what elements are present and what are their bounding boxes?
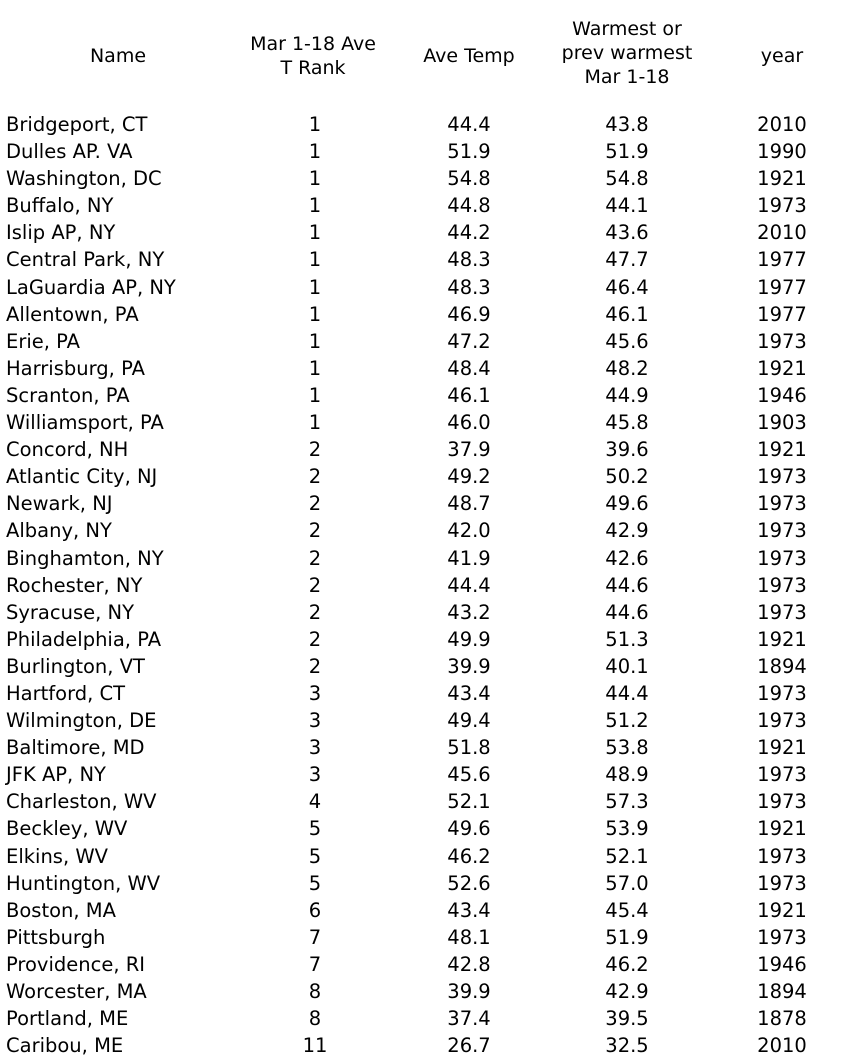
- year-cell: 1973: [757, 763, 807, 787]
- table-row: [0, 680, 863, 707]
- station-name: Beckley, WV: [6, 817, 128, 841]
- station-name: Burlington, VT: [6, 654, 145, 678]
- station-name: Binghamton, NY: [6, 546, 164, 570]
- warmest-cell: 39.6: [605, 438, 649, 462]
- warmest-cell: 54.8: [605, 167, 649, 191]
- station-name: Washington, DC: [6, 167, 162, 191]
- header-warmest: Warmest or prev warmest Mar 1-18: [561, 18, 693, 88]
- ave-temp-cell: 41.9: [447, 546, 491, 570]
- ave-temp-cell: 48.7: [447, 492, 491, 516]
- table-row: [0, 355, 863, 382]
- warmest-cell: 39.5: [605, 1007, 649, 1031]
- station-name: Portland, ME: [6, 1007, 129, 1031]
- table-row: [0, 734, 863, 761]
- table-body: [0, 111, 863, 1059]
- rank-cell: 2: [308, 492, 322, 516]
- warmest-cell: 51.9: [605, 140, 649, 164]
- year-cell: 1977: [757, 302, 807, 326]
- ave-temp-cell: 39.9: [447, 980, 491, 1003]
- warmest-cell: 57.3: [605, 790, 649, 814]
- warmest-cell: 40.1: [605, 654, 649, 678]
- year-cell: 2010: [757, 113, 807, 136]
- ave-temp-cell: 48.3: [447, 275, 491, 299]
- rank-cell: 2: [308, 654, 322, 678]
- station-name: Caribou, ME: [6, 1034, 124, 1058]
- year-cell: 1973: [757, 194, 807, 218]
- year-cell: 1977: [757, 248, 807, 272]
- station-name: Bridgeport, CT: [6, 113, 148, 136]
- station-name: Charleston, WV: [6, 790, 157, 814]
- table-row: [0, 219, 863, 246]
- ave-temp-cell: 49.9: [447, 627, 491, 651]
- warmest-cell: 52.1: [605, 844, 649, 868]
- table-row: [0, 490, 863, 517]
- ave-temp-cell: 54.8: [447, 167, 491, 191]
- ave-temp-cell: 45.6: [447, 763, 491, 787]
- rank-cell: 2: [308, 573, 322, 597]
- rank-cell: 3: [308, 709, 322, 733]
- rank-cell: 1: [308, 302, 322, 326]
- station-name: Philadelphia, PA: [6, 627, 162, 651]
- station-name: Baltimore, MD: [6, 736, 145, 760]
- year-cell: 2010: [757, 221, 807, 245]
- table-row: [0, 409, 863, 436]
- year-cell: 1921: [757, 817, 807, 841]
- rank-cell: 8: [308, 1007, 322, 1031]
- rank-cell: 1: [308, 221, 322, 245]
- rank-cell: 7: [308, 925, 322, 949]
- table-row: [0, 924, 863, 951]
- rank-cell: 3: [308, 736, 322, 760]
- warmest-cell: 48.9: [605, 763, 649, 787]
- year-cell: 2010: [757, 1034, 807, 1058]
- rank-cell: 2: [308, 600, 322, 624]
- ave-temp-cell: 43.2: [447, 600, 491, 624]
- ave-temp-cell: 46.0: [447, 411, 491, 435]
- table-row: [0, 978, 863, 1005]
- table-row: [0, 897, 863, 924]
- year-cell: 1946: [757, 383, 807, 407]
- ave-temp-cell: 47.2: [447, 329, 491, 353]
- station-name: Williamsport, PA: [6, 411, 164, 435]
- warmest-cell: 49.6: [605, 492, 649, 516]
- station-name: Buffalo, NY: [6, 194, 114, 218]
- rank-cell: 7: [308, 952, 322, 976]
- ave-temp-cell: 49.4: [447, 709, 491, 733]
- table-row: [0, 463, 863, 490]
- warmest-cell: 45.6: [605, 329, 649, 353]
- year-cell: 1973: [757, 546, 807, 570]
- warmest-cell: 44.6: [605, 573, 649, 597]
- ave-temp-cell: 37.4: [447, 1007, 491, 1031]
- year-cell: 1894: [757, 654, 807, 678]
- ave-temp-cell: 43.4: [447, 681, 491, 705]
- rank-cell: 5: [308, 871, 322, 895]
- ave-temp-cell: 43.4: [447, 898, 491, 922]
- year-cell: 1921: [757, 167, 807, 191]
- rank-cell: 3: [308, 681, 322, 705]
- rank-cell: 1: [308, 411, 322, 435]
- station-name: Worcester, MA: [6, 980, 147, 1003]
- table-row: [0, 707, 863, 734]
- table-row: [0, 165, 863, 192]
- ave-temp-cell: 52.1: [447, 790, 491, 814]
- station-name: JFK AP, NY: [6, 763, 106, 787]
- station-name: Elkins, WV: [6, 844, 108, 868]
- station-name: Harrisburg, PA: [6, 356, 145, 380]
- rank-cell: 4: [308, 790, 322, 814]
- table-row: [0, 517, 863, 544]
- rank-cell: 8: [308, 980, 322, 1003]
- year-cell: 1921: [757, 438, 807, 462]
- ave-temp-cell: 37.9: [447, 438, 491, 462]
- rank-cell: 2: [308, 438, 322, 462]
- station-name: Central Park, NY: [6, 248, 165, 272]
- station-name: LaGuardia AP, NY: [6, 275, 176, 299]
- rank-cell: 2: [308, 546, 322, 570]
- warmest-cell: 44.1: [605, 194, 649, 218]
- ave-temp-cell: 42.0: [447, 519, 491, 543]
- table-row: [0, 301, 863, 328]
- station-name: Syracuse, NY: [6, 600, 135, 624]
- warmest-cell: 42.6: [605, 546, 649, 570]
- table-row: [0, 626, 863, 653]
- ave-temp-cell: 44.8: [447, 194, 491, 218]
- year-cell: 1973: [757, 925, 807, 949]
- table-row: [0, 572, 863, 599]
- year-cell: 1894: [757, 980, 807, 1003]
- warmest-cell: 53.8: [605, 736, 649, 760]
- rank-cell: 11: [302, 1034, 328, 1058]
- rank-cell: 5: [308, 844, 322, 868]
- ave-temp-cell: 49.2: [447, 465, 491, 489]
- warmest-cell: 42.9: [605, 980, 649, 1003]
- table-row: [0, 843, 863, 870]
- table-row: [0, 192, 863, 219]
- warmest-cell: 46.4: [605, 275, 649, 299]
- ave-temp-cell: 49.6: [447, 817, 491, 841]
- station-name: Huntington, WV: [6, 871, 161, 895]
- year-cell: 1878: [757, 1007, 807, 1031]
- table-row: [0, 788, 863, 815]
- warmest-cell: 45.4: [605, 898, 649, 922]
- header-ave-temp: Ave Temp: [423, 45, 515, 67]
- rank-cell: 1: [308, 167, 322, 191]
- table-row: [0, 274, 863, 301]
- table-row: [0, 382, 863, 409]
- warmest-cell: 51.2: [605, 709, 649, 733]
- rank-cell: 6: [308, 898, 322, 922]
- warmest-cell: 42.9: [605, 519, 649, 543]
- rank-cell: 1: [308, 140, 322, 164]
- warmest-cell: 46.2: [605, 952, 649, 976]
- year-cell: 1973: [757, 573, 807, 597]
- station-name: Newark, NJ: [6, 492, 113, 516]
- table-row: [0, 1032, 863, 1059]
- warmest-cell: 45.8: [605, 411, 649, 435]
- table-row: [0, 815, 863, 842]
- table-row: [0, 545, 863, 572]
- table-row: [0, 138, 863, 165]
- warmest-cell: 57.0: [605, 871, 649, 895]
- year-cell: 1973: [757, 871, 807, 895]
- station-name: Islip AP, NY: [6, 221, 116, 245]
- ave-temp-cell: 26.7: [447, 1034, 491, 1058]
- year-cell: 1921: [757, 627, 807, 651]
- station-name: Hartford, CT: [6, 681, 126, 705]
- rank-cell: 1: [308, 275, 322, 299]
- station-name: Dulles AP. VA: [6, 140, 133, 164]
- ave-temp-cell: 46.1: [447, 383, 491, 407]
- ave-temp-cell: 51.8: [447, 736, 491, 760]
- table-row: [0, 111, 863, 138]
- rank-cell: 2: [308, 465, 322, 489]
- year-cell: 1973: [757, 600, 807, 624]
- warmest-cell: 44.4: [605, 681, 649, 705]
- table-row: [0, 1005, 863, 1032]
- ave-temp-cell: 52.6: [447, 871, 491, 895]
- station-name: Erie, PA: [6, 329, 81, 353]
- station-name: Wilmington, DE: [6, 709, 157, 733]
- year-cell: 1973: [757, 790, 807, 814]
- warmest-cell: 53.9: [605, 817, 649, 841]
- rank-cell: 5: [308, 817, 322, 841]
- ave-temp-cell: 46.2: [447, 844, 491, 868]
- station-name: Allentown, PA: [6, 302, 139, 326]
- year-cell: 1903: [757, 411, 807, 435]
- rank-cell: 1: [308, 329, 322, 353]
- station-name: Providence, RI: [6, 952, 146, 976]
- warmest-cell: 50.2: [605, 465, 649, 489]
- table-row: [0, 246, 863, 273]
- warmest-cell: 44.6: [605, 600, 649, 624]
- rank-cell: 1: [308, 113, 322, 136]
- ave-temp-cell: 51.9: [447, 140, 491, 164]
- warmest-cell: 46.1: [605, 302, 649, 326]
- table-row: [0, 436, 863, 463]
- rank-cell: 1: [308, 248, 322, 272]
- header-name: Name: [89, 45, 147, 67]
- ave-temp-cell: 48.1: [447, 925, 491, 949]
- year-cell: 1921: [757, 736, 807, 760]
- year-cell: 1946: [757, 952, 807, 976]
- year-cell: 1990: [757, 140, 807, 164]
- warmest-cell: 47.7: [605, 248, 649, 272]
- warmest-cell: 48.2: [605, 356, 649, 380]
- warmest-cell: 43.8: [605, 113, 649, 136]
- station-name: Boston, MA: [6, 898, 116, 922]
- year-cell: 1973: [757, 681, 807, 705]
- header-year: year: [760, 45, 804, 67]
- station-name: Pittsburgh: [6, 925, 106, 949]
- year-cell: 1973: [757, 329, 807, 353]
- year-cell: 1973: [757, 844, 807, 868]
- warmest-cell: 44.9: [605, 383, 649, 407]
- warmest-cell: 51.3: [605, 627, 649, 651]
- table-row: [0, 328, 863, 355]
- year-cell: 1973: [757, 519, 807, 543]
- rank-cell: 2: [308, 627, 322, 651]
- table-row: [0, 761, 863, 788]
- table-row: [0, 653, 863, 680]
- warmest-cell: 51.9: [605, 925, 649, 949]
- table-row: [0, 951, 863, 978]
- rank-cell: 2: [308, 519, 322, 543]
- ave-temp-cell: 44.4: [447, 573, 491, 597]
- warmest-cell: 43.6: [605, 221, 649, 245]
- station-name: Scranton, PA: [6, 383, 130, 407]
- ave-temp-cell: 44.2: [447, 221, 491, 245]
- warmest-cell: 32.5: [605, 1034, 649, 1058]
- rank-cell: 1: [308, 194, 322, 218]
- ave-temp-cell: 48.3: [447, 248, 491, 272]
- table-row: [0, 870, 863, 897]
- header-rank: Mar 1-18 Ave T Rank: [250, 33, 376, 79]
- ave-temp-cell: 46.9: [447, 302, 491, 326]
- rank-cell: 1: [308, 383, 322, 407]
- station-name: Rochester, NY: [6, 573, 143, 597]
- ave-temp-cell: 44.4: [447, 113, 491, 136]
- rank-cell: 3: [308, 763, 322, 787]
- year-cell: 1921: [757, 356, 807, 380]
- ave-temp-cell: 48.4: [447, 356, 491, 380]
- ave-temp-cell: 39.9: [447, 654, 491, 678]
- year-cell: 1977: [757, 275, 807, 299]
- year-cell: 1973: [757, 709, 807, 733]
- station-name: Atlantic City, NJ: [6, 465, 158, 489]
- ave-temp-cell: 42.8: [447, 952, 491, 976]
- rank-cell: 1: [308, 356, 322, 380]
- table-row: [0, 599, 863, 626]
- station-name: Albany, NY: [6, 519, 112, 543]
- year-cell: 1973: [757, 465, 807, 489]
- station-name: Concord, NH: [6, 438, 129, 462]
- year-cell: 1973: [757, 492, 807, 516]
- year-cell: 1921: [757, 898, 807, 922]
